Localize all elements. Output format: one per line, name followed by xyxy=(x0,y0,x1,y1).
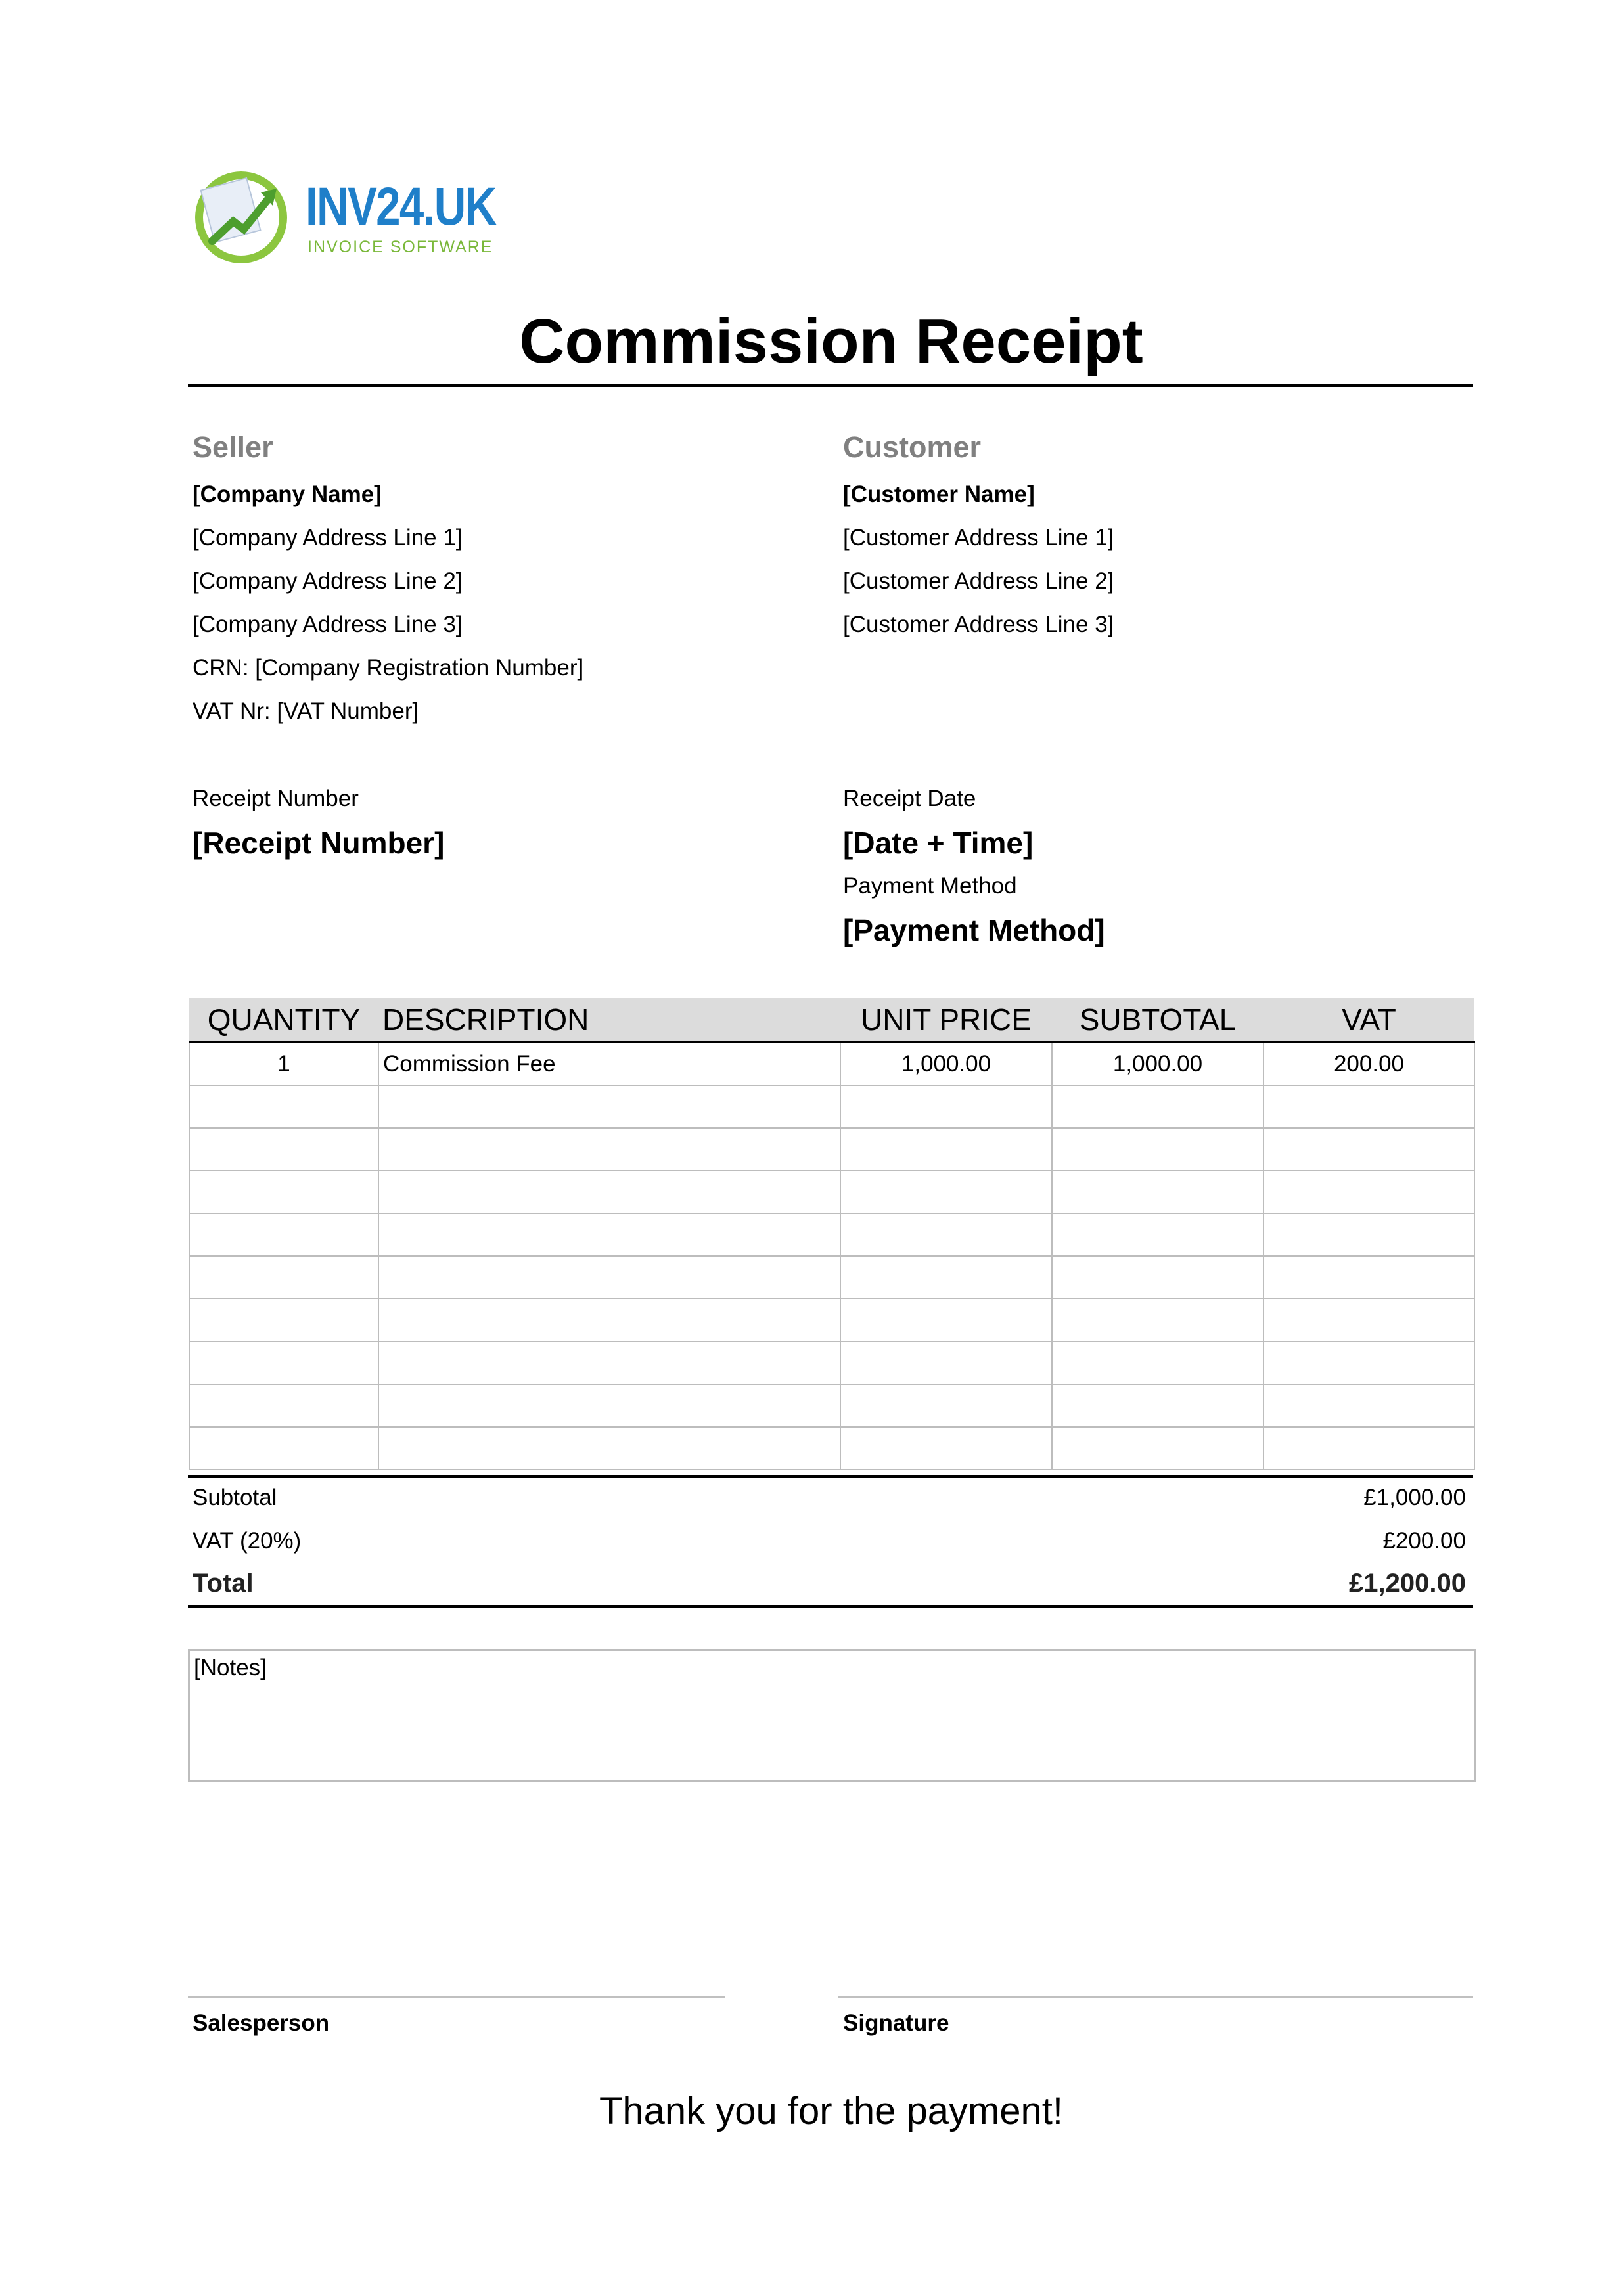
cell-quantity xyxy=(189,1213,378,1256)
line-items-table xyxy=(189,998,1475,1470)
cell-vat xyxy=(1264,1213,1474,1256)
cell-unit-price xyxy=(840,1171,1052,1213)
company-logo xyxy=(193,166,508,271)
cell-vat xyxy=(1264,1171,1474,1213)
table-row xyxy=(189,1427,1474,1470)
cell-quantity xyxy=(189,1299,378,1341)
table-row xyxy=(189,1299,1474,1341)
cell-subtotal xyxy=(1052,1085,1264,1128)
customer-heading: Customer xyxy=(843,430,982,464)
cell-subtotal xyxy=(1052,1384,1264,1427)
total-value: £1,200.00 xyxy=(1349,1569,1466,1598)
chart-arrow-logo-icon xyxy=(193,169,294,266)
cell-subtotal xyxy=(1052,1171,1264,1213)
cell-description xyxy=(378,1256,840,1299)
cell-quantity xyxy=(189,1128,378,1171)
cell-vat xyxy=(1264,1299,1474,1341)
cell-vat xyxy=(1264,1256,1474,1299)
cell-subtotal: 1,000.00 xyxy=(1052,1042,1264,1085)
cell-vat: 200.00 xyxy=(1264,1042,1474,1085)
seller-address-line-3: [Company Address Line 3] xyxy=(193,612,463,637)
cell-vat xyxy=(1264,1341,1474,1384)
receipt-date-value: [Date + Time] xyxy=(843,826,1034,860)
cell-subtotal xyxy=(1052,1256,1264,1299)
cell-vat xyxy=(1264,1427,1474,1470)
cell-description xyxy=(378,1427,840,1470)
table-bottom-rule xyxy=(188,1475,1473,1478)
totals-bottom-rule xyxy=(188,1605,1473,1608)
vat-label: VAT (20%) xyxy=(193,1528,302,1554)
column-header-subtotal: SUBTOTAL xyxy=(1052,998,1264,1042)
notes-box[interactable] xyxy=(188,1649,1476,1782)
table-row xyxy=(189,1171,1474,1213)
subtotal-label: Subtotal xyxy=(193,1485,277,1510)
cell-subtotal xyxy=(1052,1299,1264,1341)
seller-vat-number: VAT Nr: [VAT Number] xyxy=(193,698,419,724)
column-header-description: DESCRIPTION xyxy=(378,998,840,1042)
customer-address-line-1: [Customer Address Line 1] xyxy=(843,525,1114,551)
cell-quantity xyxy=(189,1085,378,1128)
table-row xyxy=(189,1384,1474,1427)
signature-label: Signature xyxy=(843,2010,949,2036)
cell-vat xyxy=(1264,1085,1474,1128)
receipt-number-label: Receipt Number xyxy=(193,786,359,811)
cell-description xyxy=(378,1128,840,1171)
seller-address-line-2: [Company Address Line 2] xyxy=(193,568,463,594)
cell-unit-price xyxy=(840,1256,1052,1299)
cell-unit-price xyxy=(840,1299,1052,1341)
cell-unit-price xyxy=(840,1427,1052,1470)
thank-you-message: Thank you for the payment! xyxy=(599,2090,1064,2132)
table-row xyxy=(189,1213,1474,1256)
cell-quantity xyxy=(189,1427,378,1470)
table-row xyxy=(189,1085,1474,1128)
customer-address-line-3: [Customer Address Line 3] xyxy=(843,612,1114,637)
cell-unit-price xyxy=(840,1341,1052,1384)
receipt-date-label: Receipt Date xyxy=(843,786,976,811)
cell-description xyxy=(378,1384,840,1427)
vat-value: £200.00 xyxy=(1382,1528,1466,1554)
cell-quantity xyxy=(189,1341,378,1384)
seller-address-line-1: [Company Address Line 1] xyxy=(193,525,463,551)
table-row xyxy=(189,1042,1474,1085)
cell-description xyxy=(378,1341,840,1384)
cell-unit-price xyxy=(840,1384,1052,1427)
cell-quantity xyxy=(189,1171,378,1213)
cell-vat xyxy=(1264,1128,1474,1171)
table-row xyxy=(189,1341,1474,1384)
table-row xyxy=(189,1256,1474,1299)
cell-description xyxy=(378,1171,840,1213)
seller-crn: CRN: [Company Registration Number] xyxy=(193,655,584,681)
seller-heading: Seller xyxy=(193,430,273,464)
column-header-quantity: QUANTITY xyxy=(189,998,378,1042)
table-header-row xyxy=(189,998,1474,1042)
cell-description xyxy=(378,1085,840,1128)
column-header-unit-price: UNIT PRICE xyxy=(840,998,1052,1042)
cell-quantity xyxy=(189,1256,378,1299)
document-title: Commission Receipt xyxy=(519,306,1143,376)
cell-quantity xyxy=(189,1384,378,1427)
total-label: Total xyxy=(193,1569,254,1598)
cell-unit-price xyxy=(840,1085,1052,1128)
cell-vat xyxy=(1264,1384,1474,1427)
cell-description xyxy=(378,1213,840,1256)
salesperson-label: Salesperson xyxy=(193,2010,330,2036)
cell-subtotal xyxy=(1052,1427,1264,1470)
cell-subtotal xyxy=(1052,1128,1264,1171)
table-row xyxy=(189,1128,1474,1171)
logo-tagline: INVOICE SOFTWARE xyxy=(307,238,493,256)
cell-quantity: 1 xyxy=(189,1042,378,1085)
customer-name: [Customer Name] xyxy=(843,482,1035,507)
cell-unit-price xyxy=(840,1213,1052,1256)
column-header-vat: VAT xyxy=(1264,998,1474,1042)
customer-address-line-2: [Customer Address Line 2] xyxy=(843,568,1114,594)
payment-method-label: Payment Method xyxy=(843,873,1017,899)
seller-company-name: [Company Name] xyxy=(193,482,382,507)
cell-subtotal xyxy=(1052,1341,1264,1384)
salesperson-signature-line[interactable] xyxy=(188,1996,725,1998)
title-divider xyxy=(188,384,1473,387)
cell-unit-price xyxy=(840,1128,1052,1171)
logo-wordmark: INV24.UK xyxy=(306,177,496,236)
subtotal-value: £1,000.00 xyxy=(1363,1485,1466,1510)
cell-description xyxy=(378,1299,840,1341)
receipt-number-value: [Receipt Number] xyxy=(193,826,445,860)
cell-unit-price: 1,000.00 xyxy=(840,1042,1052,1085)
cell-subtotal xyxy=(1052,1213,1264,1256)
payment-method-value: [Payment Method] xyxy=(843,913,1105,947)
cell-description: Commission Fee xyxy=(378,1042,840,1085)
signature-line[interactable] xyxy=(838,1996,1473,1998)
notes-text: [Notes] xyxy=(194,1655,267,1680)
